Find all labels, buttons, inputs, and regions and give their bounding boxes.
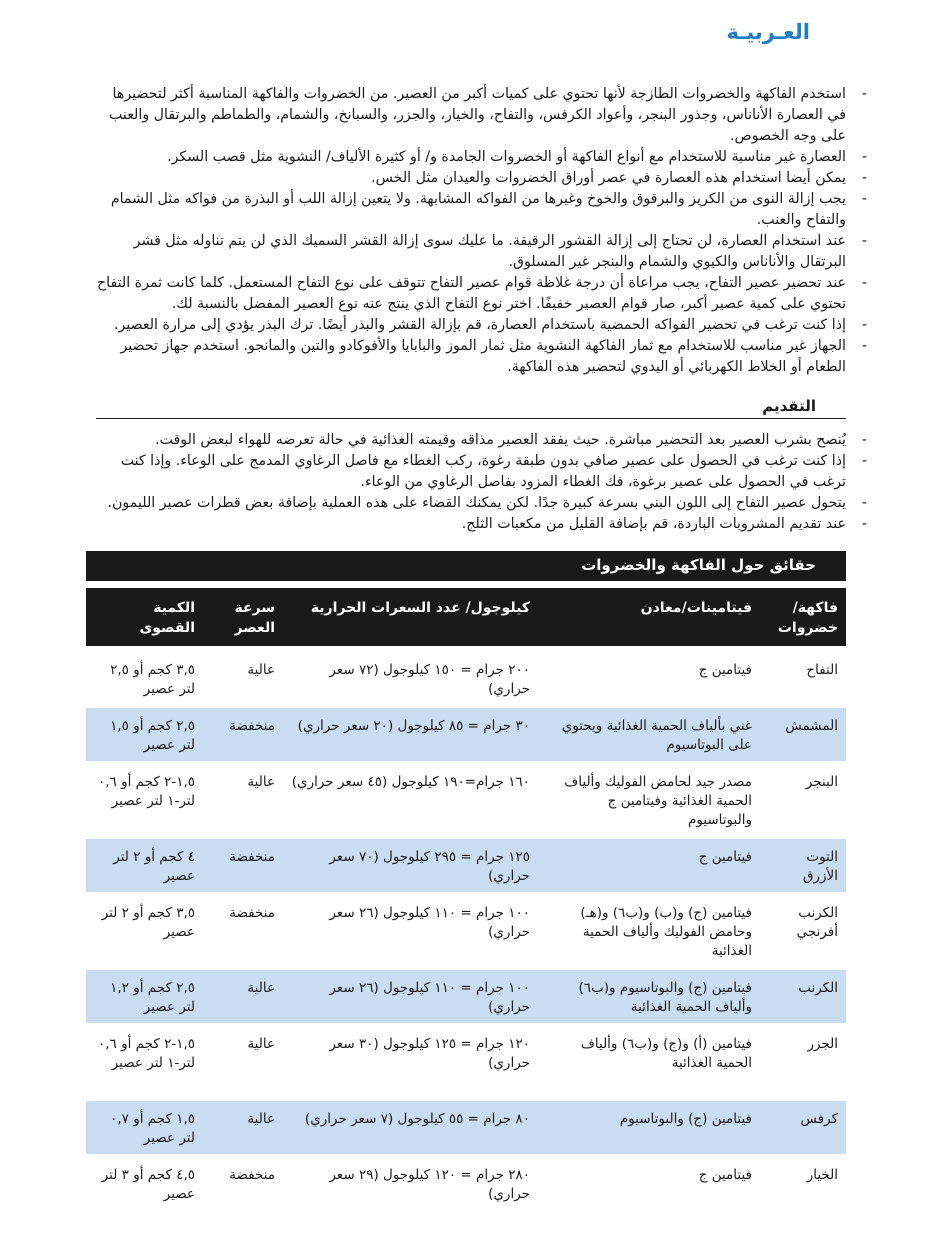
table-row [86,649,846,707]
table-cell: فيتامين (ج) والبوتاسيوم و(ب٦) وألياف الحمية الغذائية [538,969,760,1025]
table-cell: ٢٨٠ جرام = ١٢٠ كيلوجول (٢٩ سعر حراري) [283,1156,538,1212]
table-cell: الجزر [760,1025,846,1100]
table-cell: عالية [203,1025,283,1100]
list-item: - إذا كنت ترغب في تحضير الفواكه الحمضية باستخدام العصارة، قم بإزالة القشر والبذر أيضًا. ترك البذر يؤدي إلى مرارة العصير. [113,317,867,333]
table-cell: ١٢٥ جرام = ٢٩٥ كيلوجول (٧٠ سعر حراري) [283,838,538,894]
table-cell: فيتامين (أ) و(ج) و(ب٦) وألياف الحمية الغذائية [538,1025,760,1100]
facts-table [86,588,846,1213]
column-header: فاكهة/ خضروات [760,588,846,649]
list-item: - الجهاز غير مناسب للاستخدام مع ثمار الفاكهة النشوية مثل ثمار الموز والبابايا والأفوكادو والتين والمانجو. استخدم جهاز تحضير الطعام أو الخلاط الكهربائي أو اليدوي لتحضير هذه الفاكهة. [120,338,867,375]
table-cell: منخفضة [203,894,283,969]
table-cell: عالية [203,1100,283,1156]
list-item: - استخدم الفاكهة والخضروات الطازجة لأنها تحتوي على كميات أكبر من العصير. من الخضروات والفاكهة المناسبة أكثر لتحضيرها في العصارة الأناناس، وجذور البنجر، وأعواد الكرفس، والتفاح، والخيار، والجزر، والسبانخ، والشمام، والطماطم والبرتقال والعنب على وجه الخصوص. [109,86,867,144]
table-row [86,838,846,894]
column-header: كيلوجول/ عدد السعرات الحرارية [283,588,538,649]
table-cell: فيتامين (ج) و(ب) و(ب٦) و(هـ) وحامض الفوليك وألياف الحمية الغذائية [538,894,760,969]
table-cell: ١٠٠ جرام = ١١٠ كيلوجول (٢٦ سعر حراري) [283,969,538,1025]
table-cell: ٤,٥ كجم أو ٣ لتر عصير [86,1156,203,1212]
list-item: - عند استخدام العصارة، لن تحتاج إلى إزالة القشور الرقيقة. ما عليك سوى إزالة القشر السميك الذي لن يتم تناوله مثل قشر البرتقال والأناناس والكيوي والشمام والبنجر غير المسلوق. [133,233,867,270]
table-cell: المشمش [760,707,846,763]
table-cell: ١٢٠ جرام = ١٢٥ كيلوجول (٣٠ سعر حراري) [283,1025,538,1100]
table-cell: ٣,٥ كجم أو ٢,٥ لتر عصير [86,649,203,707]
table-header-row [86,588,846,649]
table-cell: الخيار [760,1156,846,1212]
table-cell: ٢,٥ كجم أو ١,٥ لتر عصير [86,707,203,763]
facts-title-bar [86,551,846,581]
table-cell: ٤ كجم أو ٢ لتر عصير [86,838,203,894]
list-item: - العصارة غير مناسبة للاستخدام مع أنواع الفاكهة أو الخضروات الجامدة و/ أو كثيرة الألياف/ النشوية مثل قصب السكر. [167,149,867,165]
list-item: - يتحول عصير التفاح إلى اللون البني بسرعة كبيرة جدًا. لكن يمكنك القضاء على هذه العملية بإضافة بعض قطرات عصير الليمون. [107,495,867,511]
table-cell: ١٠٠ جرام = ١١٠ كيلوجول (٢٦ سعر حراري) [283,894,538,969]
table-cell: كرفس [760,1100,846,1156]
table-cell: مصدر جيد لحامض الفوليك وألياف الحمية الغذائية وفيتامين ج والبوتاسيوم [538,763,760,838]
table-cell: فيتامين ج [538,1156,760,1212]
table-cell: عالية [203,649,283,707]
list-item: - عند تقديم المشروبات الباردة، قم بإضافة القليل من مكعبات الثلج. [461,516,867,532]
table-cell: عالية [203,969,283,1025]
table-cell: الكرنب أفرنجي [760,894,846,969]
table-cell: البنجر [760,763,846,838]
section-title-serving: التقديم [762,397,816,415]
list-item: - عند تحضير عصير التفاح، يجب مراعاة أن درجة غلاظة قوام عصير التفاح تتوقف على نوع التفاح المستعمل. كلما كانت ثمرة التفاح تحتوي على كمية عصير أكبر، صار قوام العصير خفيفًا. اختر نوع التفاح الذي ينتج عنه نوع العصير المفضل بالنسبة لك. [96,275,867,312]
table-cell: ١,٥ كجم أو ٠,٧ لتر عصير [86,1100,203,1156]
table-cell: ٣٠ جرام = ٨٥ كيلوجول (٢٠ سعر حراري) [283,707,538,763]
table-row [86,894,846,969]
table-cell: فيتامين ج [538,838,760,894]
table-cell: عالية [203,763,283,838]
table-cell: الكرنب [760,969,846,1025]
table-row [86,763,846,838]
table-cell: ٣,٥ كجم أو ٢ لتر عصير [86,894,203,969]
list-item: - إذا كنت ترغب في الحصول على عصير صافي بدون طبقة رغوة، ركب الغطاء مع فاصل الرغاوي المدمج على الوعاء. وإذا كنت ترغب في الحصول على عصير برغوة، فك الغطاء المزود بفاصل الرغاوي من الوعاء. [120,453,867,490]
table-cell: ١,٥-٢ كجم أو ٠,٦ لتر-١ لتر عصير [86,1025,203,1100]
table-cell: ٢,٥ كجم أو ١,٢ لتر عصير [86,969,203,1025]
table-row [86,707,846,763]
table-cell: غني بألياف الحمية الغذائية ويحتوي على البوتاسيوم [538,707,760,763]
table-cell: التفاح [760,649,846,707]
table-row [86,1100,846,1156]
serving-list [96,430,867,535]
table-cell: التوت الأزرق [760,838,846,894]
list-item: - يجب إزالة النوى من الكريز والبرقوق والخوخ وغيرها من الفواكه المشابهة. ولا يتعين إزالة اللب أو البذرة من فواكه مثل الشمام والتفاح والعنب. [110,191,867,228]
table-cell: منخفضة [203,1156,283,1212]
table-cell: ٢٠٠ جرام = ١٥٠ كيلوجول (٧٢ سعر حراري) [283,649,538,707]
table-cell: فيتامين (ج) والبوتاسيوم [538,1100,760,1156]
language-title: العـربيـة [726,20,810,44]
column-header: سرعة العصر [203,588,283,649]
table-cell: ٨٠ جرام = ٥٥ كيلوجول (٧ سعر حراري) [283,1100,538,1156]
facts-title: حقائق حول الفاكهة والخضروات [581,556,816,574]
table-row [86,969,846,1025]
table-cell: منخفضة [203,707,283,763]
list-item: - يمكن أيضا استخدام هذه العصارة في عصر أوراق الخضروات والعيدان مثل الخس. [371,170,867,186]
tips-list [96,84,867,378]
list-item: - يُنصح بشرب العصير بعد التحضير مباشرة. حيث يفقد العصير مذاقه وقيمته الغذائية في حالة تعرضه للهواء لبعض الوقت. [155,432,867,448]
column-header: الكمية القصوى [86,588,203,649]
table-cell: ١,٥-٢ كجم أو ٠,٦ لتر-١ لتر عصير [86,763,203,838]
section-divider [96,418,846,419]
table-row [86,1025,846,1100]
table-cell: فيتامين ج [538,649,760,707]
column-header: فيتامينات/معادن [538,588,760,649]
table-row [86,1156,846,1212]
table-cell: ١٦٠ جرام=١٩٠ كيلوجول (٤٥ سعر حراري) [283,763,538,838]
table-cell: منخفضة [203,838,283,894]
